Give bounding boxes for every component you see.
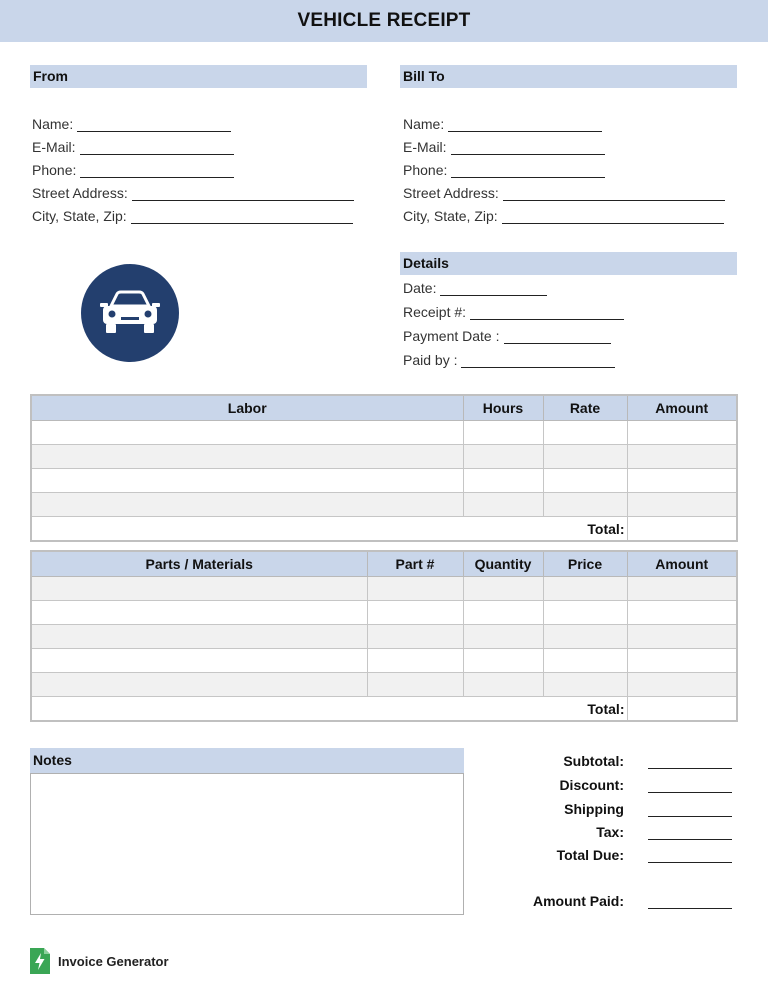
part-number-cell[interactable]	[367, 625, 463, 649]
parts-amount-header: Amount	[627, 551, 737, 577]
parts-total-label: Total:	[31, 697, 627, 722]
amount-cell[interactable]	[627, 673, 737, 697]
from-city-field[interactable]	[32, 206, 354, 224]
amount-cell[interactable]	[627, 649, 737, 673]
notes-heading: Notes	[30, 748, 464, 773]
from-email-line[interactable]	[80, 140, 234, 155]
tax-line[interactable]	[648, 825, 732, 840]
bill-name-field[interactable]	[403, 114, 725, 132]
table-row	[31, 469, 737, 493]
total-due-line[interactable]	[648, 848, 732, 863]
labor-cell[interactable]	[31, 421, 463, 445]
notes-box[interactable]	[30, 773, 464, 915]
tax-label: Tax:	[596, 824, 624, 840]
bill-email-label: E-Mail:	[403, 139, 447, 155]
table-row	[31, 601, 737, 625]
part-number-cell[interactable]	[367, 673, 463, 697]
from-phone-field[interactable]	[32, 160, 354, 178]
title-bar	[0, 0, 768, 42]
table-row	[31, 625, 737, 649]
part-number-cell[interactable]	[367, 649, 463, 673]
amount-paid-line[interactable]	[648, 894, 732, 909]
date-field[interactable]	[403, 278, 624, 296]
price-cell[interactable]	[543, 577, 627, 601]
details-heading: Details	[400, 252, 737, 275]
amount-cell[interactable]	[627, 445, 737, 469]
paid-by-label: Paid by :	[403, 352, 458, 368]
table-row	[31, 445, 737, 469]
labor-cell[interactable]	[31, 493, 463, 517]
bill-phone-label: Phone:	[403, 162, 448, 178]
paid-by-field[interactable]	[403, 350, 624, 368]
bill-name-label: Name:	[403, 116, 445, 132]
bill-city-line[interactable]	[502, 209, 724, 224]
from-fields	[32, 114, 354, 224]
hours-cell[interactable]	[463, 445, 543, 469]
rate-header: Rate	[543, 395, 627, 421]
part-cell[interactable]	[31, 649, 367, 673]
lightning-document-icon	[30, 948, 50, 974]
labor-header: Labor	[31, 395, 463, 421]
parts-total-cell[interactable]	[627, 697, 737, 722]
amount-cell[interactable]	[627, 493, 737, 517]
date-label: Date:	[403, 280, 437, 296]
bill-street-field[interactable]	[403, 183, 725, 201]
shipping-row	[498, 799, 732, 817]
quantity-header: Quantity	[463, 551, 543, 577]
part-number-cell[interactable]	[367, 601, 463, 625]
amount-cell[interactable]	[627, 469, 737, 493]
amount-cell[interactable]	[627, 421, 737, 445]
total-due-label: Total Due:	[556, 847, 624, 863]
amount-paid-row	[498, 891, 732, 909]
bill-to-heading: Bill To	[400, 65, 737, 88]
subtotal-label: Subtotal:	[563, 753, 624, 769]
shipping-line[interactable]	[648, 802, 732, 817]
brand-name: Invoice Generator	[58, 953, 169, 969]
amount-paid-label: Amount Paid:	[533, 893, 624, 909]
quantity-cell[interactable]	[463, 577, 543, 601]
price-cell[interactable]	[543, 649, 627, 673]
from-name-field[interactable]	[32, 114, 354, 132]
hours-cell[interactable]	[463, 493, 543, 517]
labor-total-cell[interactable]	[627, 517, 737, 542]
page-title: VEHICLE RECEIPT	[297, 10, 471, 31]
hours-header: Hours	[463, 395, 543, 421]
tax-row	[498, 822, 732, 840]
table-row	[31, 673, 737, 697]
parts-header-row	[31, 551, 737, 577]
car-logo	[81, 264, 179, 362]
subtotal-line[interactable]	[648, 754, 732, 769]
date-line[interactable]	[440, 281, 547, 296]
bill-street-line[interactable]	[503, 186, 725, 201]
rate-cell[interactable]	[543, 421, 627, 445]
quantity-cell[interactable]	[463, 625, 543, 649]
from-name-label: Name:	[32, 116, 74, 132]
table-row	[31, 649, 737, 673]
parts-table	[30, 550, 738, 722]
bill-city-field[interactable]	[403, 206, 725, 224]
labor-cell[interactable]	[31, 469, 463, 493]
labor-total-row	[31, 517, 737, 542]
table-row	[31, 421, 737, 445]
from-name-line[interactable]	[77, 117, 231, 132]
payment-date-label: Payment Date :	[403, 328, 500, 344]
paid-by-line[interactable]	[461, 353, 615, 368]
bill-street-label: Street Address:	[403, 185, 499, 201]
quantity-cell[interactable]	[463, 673, 543, 697]
amount-cell[interactable]	[627, 625, 737, 649]
bill-phone-line[interactable]	[451, 163, 605, 178]
labor-table	[30, 394, 738, 542]
payment-date-line[interactable]	[504, 329, 611, 344]
table-row	[31, 493, 737, 517]
rate-cell[interactable]	[543, 469, 627, 493]
rate-cell[interactable]	[543, 445, 627, 469]
quantity-cell[interactable]	[463, 601, 543, 625]
price-cell[interactable]	[543, 625, 627, 649]
part-cell[interactable]	[31, 673, 367, 697]
shipping-label: Shipping	[564, 801, 624, 817]
labor-header-row	[31, 395, 737, 421]
price-cell[interactable]	[543, 601, 627, 625]
from-street-line[interactable]	[132, 186, 354, 201]
car-icon	[97, 288, 163, 338]
part-cell[interactable]	[31, 577, 367, 601]
from-email-label: E-Mail:	[32, 139, 76, 155]
part-number-cell[interactable]	[367, 577, 463, 601]
receipt-number-line[interactable]	[470, 305, 624, 320]
hours-cell[interactable]	[463, 469, 543, 493]
footer-brand[interactable]	[30, 948, 169, 974]
from-city-label: City, State, Zip:	[32, 208, 127, 224]
from-heading: From	[30, 65, 367, 88]
from-phone-label: Phone:	[32, 162, 77, 178]
price-cell[interactable]	[543, 673, 627, 697]
receipt-number-field[interactable]	[403, 302, 624, 320]
from-email-field[interactable]	[32, 137, 354, 155]
receipt-number-label: Receipt #:	[403, 304, 467, 320]
price-header: Price	[543, 551, 627, 577]
bill-city-label: City, State, Zip:	[403, 208, 498, 224]
from-city-line[interactable]	[131, 209, 353, 224]
parts-header: Parts / Materials	[31, 551, 367, 577]
quantity-cell[interactable]	[463, 649, 543, 673]
table-row	[31, 577, 737, 601]
bill-name-line[interactable]	[448, 117, 602, 132]
part-cell[interactable]	[31, 601, 367, 625]
labor-amount-header: Amount	[627, 395, 737, 421]
from-street-field[interactable]	[32, 183, 354, 201]
parts-total-row	[31, 697, 737, 722]
summary-block	[498, 751, 732, 909]
total-due-row	[498, 845, 732, 863]
rate-cell[interactable]	[543, 493, 627, 517]
amount-cell[interactable]	[627, 577, 737, 601]
discount-row	[498, 775, 732, 793]
labor-cell[interactable]	[31, 445, 463, 469]
part-number-header: Part #	[367, 551, 463, 577]
labor-total-label: Total:	[31, 517, 627, 542]
amount-cell[interactable]	[627, 601, 737, 625]
from-phone-line[interactable]	[80, 163, 234, 178]
bill-to-fields	[403, 114, 725, 224]
payment-date-field[interactable]	[403, 326, 624, 344]
bill-email-line[interactable]	[451, 140, 605, 155]
bill-phone-field[interactable]	[403, 160, 725, 178]
details-fields	[403, 278, 624, 368]
subtotal-row	[498, 751, 732, 769]
discount-label: Discount:	[559, 777, 624, 793]
bill-email-field[interactable]	[403, 137, 725, 155]
discount-line[interactable]	[648, 778, 732, 793]
from-street-label: Street Address:	[32, 185, 128, 201]
hours-cell[interactable]	[463, 421, 543, 445]
part-cell[interactable]	[31, 625, 367, 649]
